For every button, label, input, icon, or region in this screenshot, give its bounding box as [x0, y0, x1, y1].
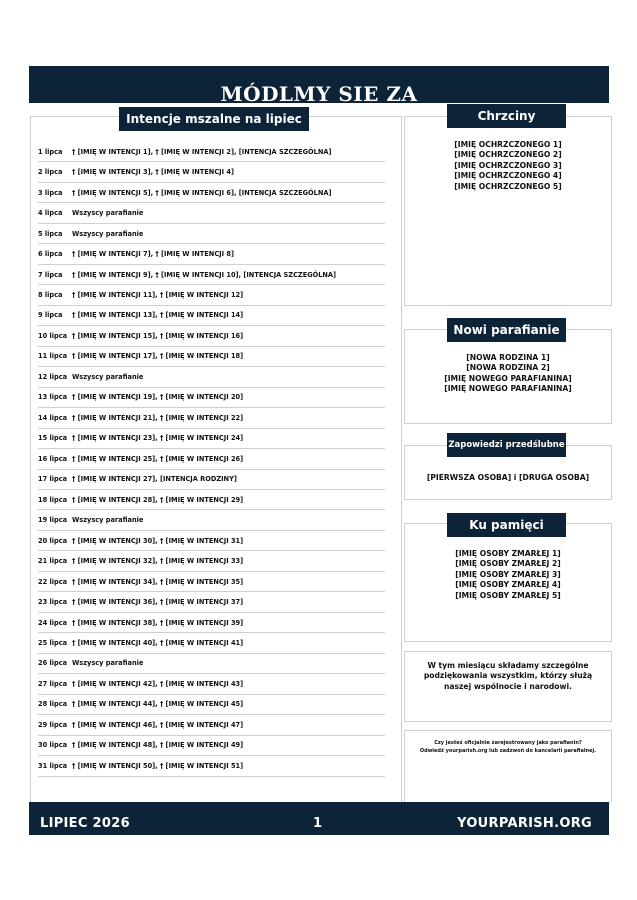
- mass-intention-row: [38, 756, 385, 776]
- baptism-name: [IMIĘ OCHRZCZONEGO 3]: [454, 160, 562, 170]
- mass-intention-date: 10 lipca: [38, 331, 68, 340]
- mass-intention-date: 12 lipca: [38, 372, 68, 381]
- mass-intention-text: † [IMIĘ W INTENCJI 17], † [IMIĘ W INTENCJI 18]: [72, 352, 244, 361]
- mass-intention-row: [38, 142, 385, 162]
- mass-intention-row: [38, 326, 385, 346]
- mass-intention-date: 4 lipca: [38, 209, 63, 218]
- mass-intention-text: † [IMIĘ W INTENCJI 30], † [IMIĘ W INTENCJI 31]: [72, 536, 244, 545]
- baptisms-list: [404, 140, 612, 192]
- mass-intention-text: Wszyscy parafianie: [72, 516, 144, 525]
- new-parishioners-list: [404, 353, 612, 395]
- mass-intention-text: † [IMIĘ W INTENCJI 46], † [IMIĘ W INTENCJI 47]: [72, 720, 244, 729]
- thanks-text: [404, 661, 612, 692]
- mass-intention-date: 30 lipca: [38, 741, 68, 750]
- mass-intention-row: [38, 224, 385, 244]
- mass-intention-row: [38, 408, 385, 428]
- mass-intention-date: 27 lipca: [38, 679, 68, 688]
- mass-intention-date: 5 lipca: [38, 229, 63, 238]
- memorial-name: [IMIĘ OSOBY ZMARŁEJ 1]: [455, 549, 561, 558]
- memorial-list: [404, 549, 612, 601]
- mass-intention-text: † [IMIĘ W INTENCJI 48], † [IMIĘ W INTENCJI 49]: [72, 741, 244, 750]
- mass-intention-row: [38, 183, 385, 203]
- mass-intention-text: Wszyscy parafianie: [72, 229, 144, 238]
- mass-intention-date: 14 lipca: [38, 413, 68, 422]
- mass-intention-date: 9 lipca: [38, 311, 63, 320]
- thanks-line: W tym miesiącu składamy szczególne: [427, 661, 589, 670]
- mass-intention-text: Wszyscy parafianie: [72, 659, 144, 668]
- mass-intention-date: 21 lipca: [38, 557, 68, 566]
- mass-intention-text: † [IMIĘ W INTENCJI 40], † [IMIĘ W INTENCJI 41]: [72, 638, 244, 647]
- mass-intention-text: † [IMIĘ W INTENCJI 23], † [IMIĘ W INTENCJI 24]: [72, 434, 244, 443]
- mass-intention-text: Wszyscy parafianie: [72, 209, 144, 218]
- mass-intention-date: 25 lipca: [38, 638, 68, 647]
- mass-intention-row: [38, 429, 385, 449]
- new-parishioner-name: [IMIĘ NOWEGO PARAFIANINA]: [444, 373, 572, 383]
- mass-intention-date: 31 lipca: [38, 761, 68, 770]
- mass-intention-row: [38, 347, 385, 367]
- page-title-bar: [29, 66, 609, 106]
- mass-intention-row: [38, 551, 385, 571]
- baptism-name: [IMIĘ OCHRZCZONEGO 5]: [454, 181, 562, 191]
- mass-intention-row: [38, 736, 385, 756]
- thanks-line: naszej wspólnocie i narodowi.: [443, 681, 573, 691]
- mass-intention-row: [38, 449, 385, 469]
- mass-intention-text: † [IMIĘ W INTENCJI 25], † [IMIĘ W INTENCJI 26]: [72, 454, 244, 463]
- page-title: MÓDLMY SIE ZA: [220, 82, 418, 106]
- mass-intention-text: † [IMIĘ W INTENCJI 21], † [IMIĘ W INTENCJI 22]: [72, 413, 244, 422]
- mass-intention-date: 26 lipca: [38, 659, 68, 668]
- memorial-name: [IMIĘ OSOBY ZMARŁEJ 4]: [455, 580, 561, 590]
- mass-intention-text: † [IMIĘ W INTENCJI 42], † [IMIĘ W INTENCJI 43]: [72, 679, 244, 688]
- mass-intention-text: † [IMIĘ W INTENCJI 9], † [IMIĘ W INTENCJI 10], [INTENCJA SZCZEGÓLNA]: [72, 270, 337, 279]
- mass-intention-date: 28 lipca: [38, 700, 68, 709]
- mass-intention-date: 18 lipca: [38, 495, 68, 504]
- mass-intention-text: † [IMIĘ W INTENCJI 7], † [IMIĘ W INTENCJI 8]: [72, 250, 234, 259]
- mass-intention-date: 23 lipca: [38, 598, 68, 607]
- mass-intentions-title: Intencje mszalne na lipiec: [119, 107, 309, 131]
- mass-intention-text: † [IMIĘ W INTENCJI 11], † [IMIĘ W INTENCJI 12]: [72, 291, 244, 300]
- mass-intention-row: [38, 203, 385, 223]
- mass-intention-row: [38, 592, 385, 612]
- mass-intention-row: [38, 674, 385, 694]
- baptisms-title: Chrzciny: [447, 104, 566, 128]
- mass-intention-date: 17 lipca: [38, 475, 68, 484]
- memorial-title: Ku pamięci: [447, 513, 566, 537]
- mass-intention-text: † [IMIĘ W INTENCJI 5], † [IMIĘ W INTENCJI 6], [INTENCJA SZCZEGÓLNA]: [72, 188, 332, 197]
- mass-intention-text: † [IMIĘ W INTENCJI 36], † [IMIĘ W INTENCJI 37]: [72, 598, 244, 607]
- banns-text: [PIERWSZA OSOBA] i [DRUGA OSOBA]: [426, 473, 590, 482]
- footer-bar: [29, 802, 609, 835]
- mass-intention-row: [38, 244, 385, 264]
- mass-intention-row: [38, 265, 385, 285]
- mass-intention-date: 16 lipca: [38, 454, 68, 463]
- mass-intention-text: † [IMIĘ W INTENCJI 44], † [IMIĘ W INTENCJI 45]: [72, 700, 244, 709]
- registration-line: Czy jesteś oficjalnie zarejestrowany jako parafianin?: [434, 740, 582, 746]
- mass-intention-date: 20 lipca: [38, 536, 68, 545]
- mass-intention-row: [38, 572, 385, 592]
- mass-intention-text: † [IMIĘ W INTENCJI 19], † [IMIĘ W INTENCJI 20]: [72, 393, 244, 402]
- registration-line: Odwiedź yourparish.org lub zadzwoń do kancelarii parafialnej.: [419, 747, 597, 754]
- banns-title: Zapowiedzi przedślubne: [447, 433, 566, 457]
- mass-intention-row: [38, 470, 385, 490]
- footer-page-number: 1: [313, 816, 323, 831]
- baptism-name: [IMIĘ OCHRZCZONEGO 1]: [454, 140, 562, 149]
- mass-intention-date: 1 lipca: [38, 147, 63, 156]
- mass-intention-row: [38, 613, 385, 633]
- new-parishioner-name: [NOWA RODZINA 1]: [466, 353, 550, 362]
- mass-intention-text: † [IMIĘ W INTENCJI 50], † [IMIĘ W INTENCJI 51]: [72, 761, 244, 770]
- mass-intention-row: [38, 510, 385, 530]
- mass-intention-date: 29 lipca: [38, 720, 68, 729]
- mass-intention-row: [38, 695, 385, 715]
- mass-intention-row: [38, 306, 385, 326]
- mass-intention-text: † [IMIĘ W INTENCJI 28], † [IMIĘ W INTENCJI 29]: [72, 495, 244, 504]
- mass-intention-row: [38, 490, 385, 510]
- baptism-name: [IMIĘ OCHRZCZONEGO 2]: [454, 150, 562, 160]
- mass-intention-row: [38, 654, 385, 674]
- mass-intention-date: 7 lipca: [38, 270, 63, 279]
- mass-intention-text: † [IMIĘ W INTENCJI 32], † [IMIĘ W INTENCJI 33]: [72, 557, 244, 566]
- mass-intentions-list: [38, 142, 385, 777]
- new-parishioners-title: Nowi parafianie: [447, 318, 566, 342]
- thanks-line: podziękowania wszystkim, którzy służą: [423, 671, 593, 681]
- mass-intention-row: [38, 285, 385, 305]
- mass-intention-date: 13 lipca: [38, 393, 68, 402]
- mass-intention-text: † [IMIĘ W INTENCJI 15], † [IMIĘ W INTENCJI 16]: [72, 331, 244, 340]
- registration-text: [404, 740, 612, 755]
- mass-intention-text: † [IMIĘ W INTENCJI 27], [INTENCJA RODZINY]: [72, 475, 237, 484]
- mass-intention-date: 24 lipca: [38, 618, 68, 627]
- mass-intention-date: 3 lipca: [38, 188, 63, 197]
- footer-website: YOURPARISH.ORG: [457, 816, 592, 831]
- mass-intention-date: 8 lipca: [38, 291, 63, 300]
- mass-intention-row: [38, 531, 385, 551]
- mass-intention-text: † [IMIĘ W INTENCJI 1], † [IMIĘ W INTENCJI 2], [INTENCJA SZCZEGÓLNA]: [72, 147, 332, 156]
- mass-intention-text: † [IMIĘ W INTENCJI 38], † [IMIĘ W INTENCJI 39]: [72, 618, 244, 627]
- footer-month: LIPIEC 2026: [40, 816, 130, 831]
- mass-intention-row: [38, 162, 385, 182]
- mass-intention-row: [38, 388, 385, 408]
- memorial-name: [IMIĘ OSOBY ZMARŁEJ 3]: [455, 569, 561, 579]
- mass-intention-text: Wszyscy parafianie: [72, 372, 144, 381]
- mass-intention-date: 22 lipca: [38, 577, 68, 586]
- mass-intention-date: 19 lipca: [38, 516, 68, 525]
- new-parishioner-name: [NOWA RODZINA 2]: [466, 363, 550, 373]
- mass-intention-text: † [IMIĘ W INTENCJI 3], † [IMIĘ W INTENCJI 4]: [72, 168, 234, 177]
- mass-intention-date: 2 lipca: [38, 168, 63, 177]
- memorial-name: [IMIĘ OSOBY ZMARŁEJ 2]: [455, 559, 561, 569]
- baptism-name: [IMIĘ OCHRZCZONEGO 4]: [454, 171, 562, 181]
- mass-intention-row: [38, 715, 385, 735]
- new-parishioner-name: [IMIĘ NOWEGO PARAFIANINA]: [444, 384, 572, 394]
- mass-intention-text: † [IMIĘ W INTENCJI 34], † [IMIĘ W INTENCJI 35]: [72, 577, 244, 586]
- mass-intention-text: † [IMIĘ W INTENCJI 13], † [IMIĘ W INTENCJI 14]: [72, 311, 244, 320]
- mass-intention-date: 6 lipca: [38, 250, 63, 259]
- mass-intention-row: [38, 367, 385, 387]
- mass-intention-date: 11 lipca: [38, 352, 68, 361]
- memorial-name: [IMIĘ OSOBY ZMARŁEJ 5]: [455, 590, 561, 600]
- mass-intention-date: 15 lipca: [38, 434, 68, 443]
- mass-intention-row: [38, 633, 385, 653]
